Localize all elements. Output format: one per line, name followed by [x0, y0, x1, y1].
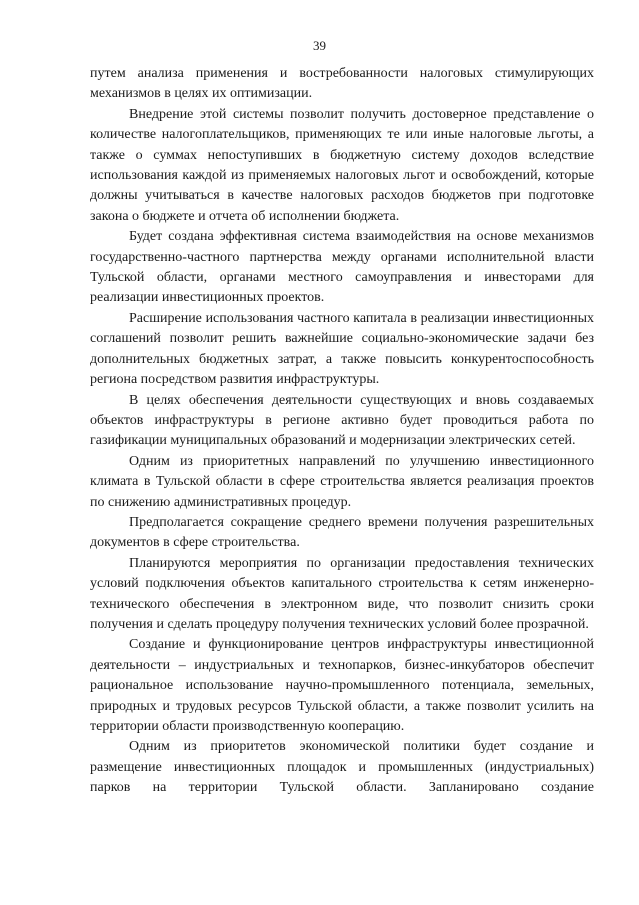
- paragraph: Расширение использования частного капитала в реализации инвестиционных соглашений позволит решить важнейшие социально-экономические задачи без дополнительных бюджетных затрат, а также повысить конкурентоспособность региона посредством развития инфраструктуры.: [90, 310, 594, 388]
- body-text: [90, 64, 594, 799]
- paragraph-trailing: Одним из приоритетов экономической политики будет создание и размещение инвестиционных площадок и промышленных (индустриальных) парков на территории Тульской области. Запланировано создание: [90, 739, 594, 796]
- paragraph: Предполагается сокращение среднего времени получения разрешительных документов в сфере строительства.: [90, 514, 594, 551]
- page-number: 39: [313, 38, 326, 53]
- paragraph: Одним из приоритетных направлений по улучшению инвестиционного климата в Тульской области в сфере строительства является реализация проектов по снижению административных процедур.: [90, 453, 594, 510]
- paragraph: Внедрение этой системы позволит получить достоверное представление о количестве налогоплательщиков, применяющих те или иные налоговые льготы, а также о суммах непоступивших в бюджетную систему доходов вследствие использования каждой из применяемых налоговых льгот и освобождений, которые должны учитываться в качестве налоговых расходов бюджетов при подготовке закона о бюджете и отчета об исполнении бюджета.: [90, 106, 594, 224]
- paragraph: Будет создана эффективная система взаимодействия на основе механизмов государственно-частного партнерства между органами исполнительной власти Тульской области, органами местного самоуправления и инвесторами для реализации инвестиционных проектов.: [90, 229, 594, 306]
- paragraph: Создание и функционирование центров инфраструктуры инвестиционной деятельности – индустриальных и технопарков, бизнес-инкубаторов обеспечит рациональное использование научно-промышленного потенциала, земельных, природных и трудовых ресурсов Тульской области, а также позволит усилить на территории области производственную кооперацию.: [90, 637, 594, 734]
- paragraph: В целях обеспечения деятельности существующих и вновь создаваемых объектов инфраструктуры в регионе активно будет проводиться работа по газификации муниципальных образований и модернизации электрических сетей.: [90, 392, 594, 449]
- paragraph-continuation: путем анализа применения и востребованности налоговых стимулирующих механизмов в целях их оптимизации.: [90, 66, 594, 102]
- paragraph: Планируются мероприятия по организации предоставления технических условий подключения объектов капитального строительства к сетям инженерно-технического обеспечения в электронном виде, что позволит снизить сроки получения и сделать процедуру получения технических условий более прозрачной.: [90, 555, 594, 632]
